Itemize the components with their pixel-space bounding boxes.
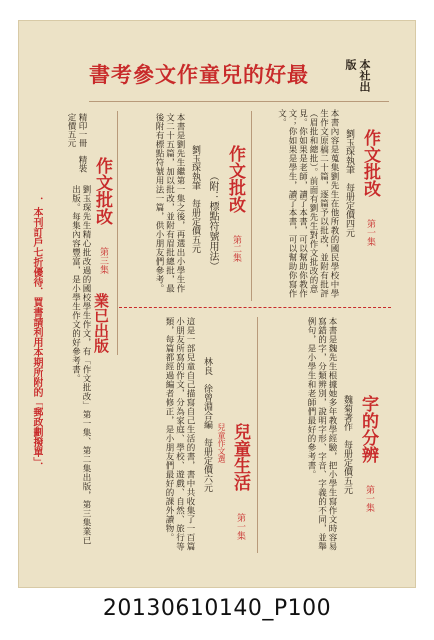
book-title: 作文批改 — [360, 129, 380, 197]
book-series: 第三集 — [98, 247, 108, 274]
sidebar-notice: ．本刊訂戶七折優待．買書請利用本期所附的「郵政劃撥單」． — [31, 197, 42, 472]
book-series: 第二集 — [231, 235, 241, 262]
book-meta: 林良 徐曾淵合編 每册定價六元 — [202, 357, 212, 492]
publisher-label: 本社出版 — [344, 59, 371, 92]
book-status: 業已出版 — [92, 293, 110, 353]
book-meta: 魏菊著作 每册定價五元 — [342, 395, 352, 494]
image-id-caption: 20130610140_P100 — [102, 596, 332, 621]
book-description: 本書是劉先生繼第一集之後，再選出小學生作文二十五篇，加以批改，並附有眉批總批，最後附有標點符號用法一篇，供小朋友們參考。 — [154, 113, 185, 293]
book-description: 本書是魏先生根據她多年教學經驗，把小學生寫作文時容易寫錯的字，分類辨別，說明字形、字音、字義的不同，並舉例句，是小學生和老師們最好的參考書。 — [306, 317, 337, 551]
book-note: 兒童作文選 — [217, 423, 226, 463]
book-title: 作文批改 — [92, 157, 112, 225]
book-series: 第一集 — [365, 219, 375, 246]
book-description: 這是一部兒童自己描寫自己生活的書，書中共收集了一百篇小朋友所寫的作文，分為家庭、學校、遊戲、自然、旅行等類，每篇都經過編者修正，是小朋友們最好的課外讀物。 — [164, 317, 195, 551]
price-note: 精印一冊 精裝定價五元 — [66, 113, 87, 173]
notice-text: 劉玉琛先生精心批改過的國校學生作文，有「作文批改」第一集、第二集出版，第三集業已出版。每集內容豐富，是小學生作文的好參考書。 — [70, 185, 91, 545]
book-title: 兒童生活 — [230, 423, 250, 491]
book-meta: 劉玉琛執筆 每册定價四元 — [344, 129, 354, 237]
column-divider — [257, 317, 258, 553]
page-title: 最好的兒童作文參考書 — [89, 62, 309, 87]
book-title: 作文批改 — [225, 145, 245, 213]
header-divider — [89, 101, 389, 102]
book-series: 第一集 — [235, 513, 245, 540]
column-divider — [251, 111, 252, 301]
book-series: 第一集 — [364, 485, 374, 512]
book-title: 字的分辨 — [358, 395, 378, 463]
book-meta: 劉玉琛執筆 每册定價五元 — [190, 145, 200, 253]
book-page — [18, 20, 416, 588]
column-divider — [117, 111, 118, 355]
book-note: （附：標點符號用法） — [207, 171, 218, 271]
book-description: 本書內容是蒐集劉先生在他所教的國民學校中學生作文原稿二十篇，逐篇予以批改，並附有批評（眉批和總批）。前面有劉先生對作文批改的意見。你如果是老師，讀了本書，可以幫助你教作文；你如果是學生，讀了本書，可以幫助你寫作文。 — [276, 109, 339, 298]
middle-divider — [119, 307, 391, 308]
